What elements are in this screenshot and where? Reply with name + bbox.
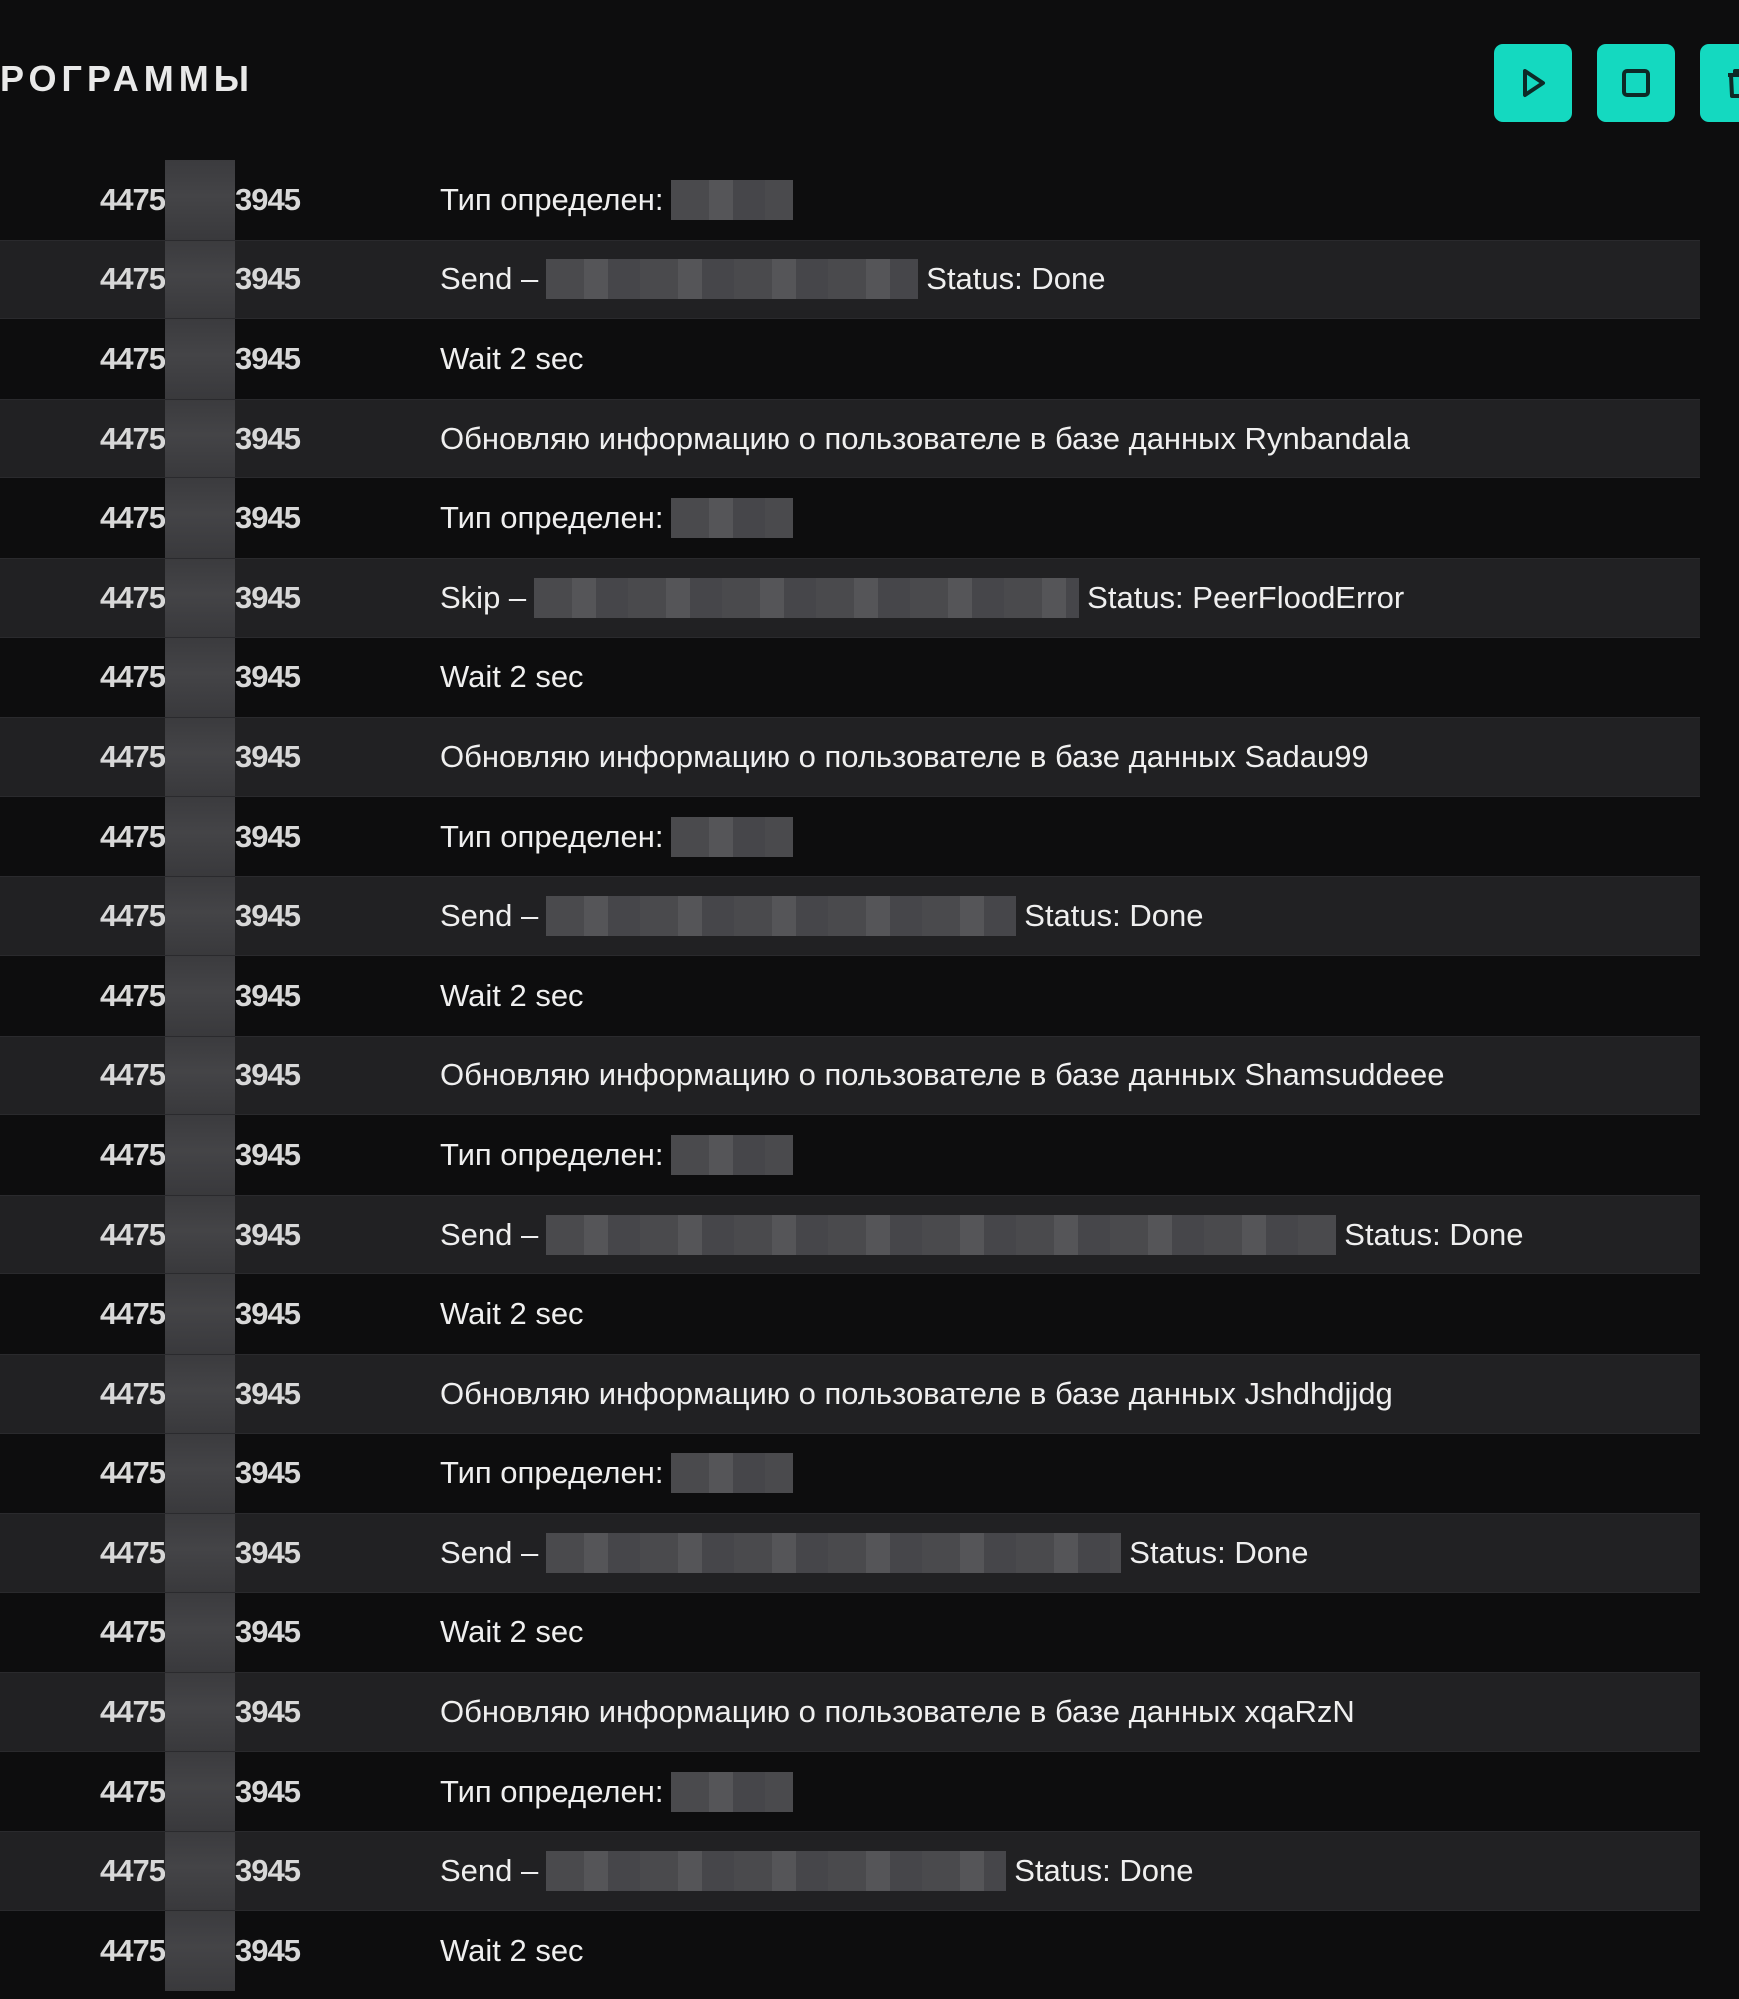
account-id-prefix: 4475 xyxy=(100,977,165,1013)
account-id xyxy=(100,319,300,399)
log-message-text: Send – xyxy=(440,261,539,297)
account-id-prefix: 4475 xyxy=(100,1057,165,1093)
redacted-block xyxy=(165,1752,235,1832)
log-message xyxy=(440,638,584,718)
account-id-prefix: 4475 xyxy=(100,898,165,934)
account-id-suffix: 3945 xyxy=(234,738,300,774)
account-id-suffix: 3945 xyxy=(234,500,300,536)
account-id xyxy=(100,1037,300,1115)
log-message-text: Send – xyxy=(440,1534,539,1570)
log-message-text: Send – xyxy=(440,1853,539,1889)
redacted-block xyxy=(671,498,793,538)
account-id-suffix: 3945 xyxy=(234,1136,300,1172)
log-row xyxy=(0,1752,1700,1832)
account-id-suffix: 3945 xyxy=(234,579,300,615)
stop-icon xyxy=(1619,66,1653,100)
account-id xyxy=(100,1752,300,1832)
redacted-block xyxy=(165,478,235,558)
account-id-suffix: 3945 xyxy=(234,1296,300,1332)
redacted-block xyxy=(671,1453,793,1493)
log-message xyxy=(440,877,1203,955)
account-id-suffix: 3945 xyxy=(234,1057,300,1093)
redacted-block xyxy=(165,241,235,319)
account-id xyxy=(100,1911,300,1991)
log-row xyxy=(0,1354,1700,1434)
log-message xyxy=(440,241,1105,319)
redacted-block xyxy=(165,319,235,399)
log-status: Status: Done xyxy=(1014,1853,1194,1889)
redacted-block xyxy=(546,1215,1336,1255)
log-status: Status: Done xyxy=(926,261,1106,297)
account-id xyxy=(100,1832,300,1910)
log-message xyxy=(440,160,801,240)
log-row xyxy=(0,160,1700,240)
redacted-block xyxy=(165,797,235,877)
redacted-block xyxy=(165,1434,235,1514)
redacted-block xyxy=(165,718,235,796)
account-id-suffix: 3945 xyxy=(234,1932,300,1968)
log-message xyxy=(440,1355,1393,1433)
log-row xyxy=(0,1831,1700,1911)
account-id-suffix: 3945 xyxy=(234,818,300,854)
log-message xyxy=(440,1593,584,1673)
log-row xyxy=(0,797,1700,877)
account-id-suffix: 3945 xyxy=(234,898,300,934)
redacted-block xyxy=(165,1196,235,1274)
log-message-text: Обновляю информацию о пользователе в базе данных xqaRzN xyxy=(440,1694,1355,1730)
redacted-block xyxy=(165,1355,235,1433)
log-status: Status: Done xyxy=(1344,1216,1524,1252)
redacted-block xyxy=(165,956,235,1036)
redacted-block xyxy=(165,1911,235,1991)
redacted-block xyxy=(165,400,235,478)
log-message-text: Обновляю информацию о пользователе в базе данных Rynbandala xyxy=(440,420,1411,456)
account-id-suffix: 3945 xyxy=(234,1773,300,1809)
redacted-block xyxy=(671,1772,793,1812)
log-list xyxy=(0,160,1700,1991)
log-message-text: Тип определен: xyxy=(440,1773,664,1809)
stop-button[interactable] xyxy=(1597,44,1675,122)
account-id-prefix: 4475 xyxy=(100,1853,165,1889)
log-row xyxy=(0,1513,1700,1593)
account-id-prefix: 4475 xyxy=(100,1773,165,1809)
log-message-text: Wait 2 sec xyxy=(440,659,584,695)
account-id-prefix: 4475 xyxy=(100,1932,165,1968)
log-row xyxy=(0,399,1700,479)
log-message xyxy=(440,559,1404,637)
log-row xyxy=(0,1274,1700,1354)
redacted-block xyxy=(671,1135,793,1175)
account-id xyxy=(100,1355,300,1433)
account-id-prefix: 4475 xyxy=(100,1216,165,1252)
log-message xyxy=(440,1115,801,1195)
redacted-block xyxy=(165,160,235,240)
redacted-block xyxy=(165,877,235,955)
log-message xyxy=(440,956,584,1036)
log-message xyxy=(440,1832,1193,1910)
log-row xyxy=(0,240,1700,320)
account-id-prefix: 4475 xyxy=(100,1136,165,1172)
log-row xyxy=(0,1115,1700,1195)
account-id-prefix: 4475 xyxy=(100,738,165,774)
log-row xyxy=(0,638,1700,718)
log-row xyxy=(0,876,1700,956)
account-id xyxy=(100,160,300,240)
account-id-prefix: 4475 xyxy=(100,1614,165,1650)
log-message-text: Wait 2 sec xyxy=(440,340,584,376)
log-row xyxy=(0,319,1700,399)
play-icon xyxy=(1516,66,1550,100)
redacted-block xyxy=(671,180,793,220)
log-message-text: Wait 2 sec xyxy=(440,977,584,1013)
log-row xyxy=(0,1672,1700,1752)
log-message-text: Обновляю информацию о пользователе в базе данных Sadau99 xyxy=(440,738,1369,774)
account-id-suffix: 3945 xyxy=(234,340,300,376)
account-id-suffix: 3945 xyxy=(234,1694,300,1730)
log-message xyxy=(440,1274,584,1354)
log-message xyxy=(440,319,584,399)
log-row xyxy=(0,1036,1700,1116)
log-message-text: Skip – xyxy=(440,579,527,615)
account-id xyxy=(100,1593,300,1673)
log-message xyxy=(440,1514,1308,1592)
account-id-prefix: 4475 xyxy=(100,1694,165,1730)
log-message xyxy=(440,1752,801,1832)
account-id xyxy=(100,1115,300,1195)
redacted-block xyxy=(671,817,793,857)
log-row xyxy=(0,717,1700,797)
log-row xyxy=(0,478,1700,558)
redacted-block xyxy=(534,578,1079,618)
log-row xyxy=(0,1911,1700,1991)
delete-button[interactable] xyxy=(1700,44,1739,122)
account-id xyxy=(100,877,300,955)
log-message-text: Wait 2 sec xyxy=(440,1932,584,1968)
account-id-suffix: 3945 xyxy=(234,1614,300,1650)
log-status: Status: Done xyxy=(1024,898,1204,934)
log-row xyxy=(0,1195,1700,1275)
play-button[interactable] xyxy=(1494,44,1572,122)
log-status: Status: PeerFloodError xyxy=(1087,579,1405,615)
account-id-prefix: 4475 xyxy=(100,579,165,615)
log-message-text: Wait 2 sec xyxy=(440,1296,584,1332)
account-id-suffix: 3945 xyxy=(234,1375,300,1411)
account-id xyxy=(100,478,300,558)
log-message-text: Send – xyxy=(440,1216,539,1252)
page-title: РОГРАММЫ xyxy=(0,58,255,99)
log-message xyxy=(440,1434,801,1514)
account-id-suffix: 3945 xyxy=(234,1534,300,1570)
redacted-block xyxy=(165,1832,235,1910)
account-id xyxy=(100,638,300,718)
account-id xyxy=(100,956,300,1036)
account-id-prefix: 4475 xyxy=(100,659,165,695)
account-id-suffix: 3945 xyxy=(234,1853,300,1889)
log-message xyxy=(440,1911,584,1991)
account-id-prefix: 4475 xyxy=(100,181,165,217)
account-id-suffix: 3945 xyxy=(234,261,300,297)
account-id-prefix: 4475 xyxy=(100,1375,165,1411)
account-id xyxy=(100,1514,300,1592)
account-id xyxy=(100,1196,300,1274)
log-row xyxy=(0,558,1700,638)
log-message-text: Тип определен: xyxy=(440,818,664,854)
account-id-suffix: 3945 xyxy=(234,181,300,217)
log-message-text: Wait 2 sec xyxy=(440,1614,584,1650)
log-message-text: Тип определен: xyxy=(440,1136,664,1172)
log-message xyxy=(440,1196,1523,1274)
redacted-block xyxy=(165,1115,235,1195)
log-row xyxy=(0,1593,1700,1673)
redacted-block xyxy=(165,1037,235,1115)
log-message-text: Send – xyxy=(440,898,539,934)
redacted-block xyxy=(546,259,918,299)
account-id xyxy=(100,1274,300,1354)
account-id-suffix: 3945 xyxy=(234,1455,300,1491)
log-row xyxy=(0,956,1700,1036)
log-message-text: Тип определен: xyxy=(440,181,664,217)
account-id xyxy=(100,1434,300,1514)
redacted-block xyxy=(165,1274,235,1354)
account-id-prefix: 4475 xyxy=(100,1455,165,1491)
redacted-block xyxy=(546,896,1016,936)
log-message-text: Обновляю информацию о пользователе в базе данных Jshdhdjjdg xyxy=(440,1375,1393,1411)
account-id-prefix: 4475 xyxy=(100,818,165,854)
log-message xyxy=(440,718,1369,796)
account-id xyxy=(100,559,300,637)
account-id-prefix: 4475 xyxy=(100,1296,165,1332)
account-id-suffix: 3945 xyxy=(234,977,300,1013)
redacted-block xyxy=(165,638,235,718)
log-row xyxy=(0,1434,1700,1514)
account-id-prefix: 4475 xyxy=(100,261,165,297)
trash-icon xyxy=(1722,66,1739,100)
account-id xyxy=(100,718,300,796)
log-message-text: Тип определен: xyxy=(440,500,664,536)
account-id-suffix: 3945 xyxy=(234,420,300,456)
log-status: Status: Done xyxy=(1129,1534,1309,1570)
account-id-prefix: 4475 xyxy=(100,1534,165,1570)
account-id-suffix: 3945 xyxy=(234,1216,300,1252)
redacted-block xyxy=(546,1533,1121,1573)
account-id-prefix: 4475 xyxy=(100,340,165,376)
account-id xyxy=(100,797,300,877)
log-message-text: Обновляю информацию о пользователе в базе данных Shamsuddeee xyxy=(440,1057,1445,1093)
account-id xyxy=(100,241,300,319)
log-message xyxy=(440,1037,1445,1115)
log-message-text: Тип определен: xyxy=(440,1455,664,1491)
redacted-block xyxy=(165,1673,235,1751)
header xyxy=(0,0,1739,160)
log-message xyxy=(440,1673,1355,1751)
redacted-block xyxy=(165,559,235,637)
log-message xyxy=(440,400,1410,478)
log-message xyxy=(440,797,801,877)
log-message xyxy=(440,478,801,558)
account-id-prefix: 4475 xyxy=(100,500,165,536)
redacted-block xyxy=(165,1593,235,1673)
account-id xyxy=(100,400,300,478)
redacted-block xyxy=(165,1514,235,1592)
account-id xyxy=(100,1673,300,1751)
redacted-block xyxy=(546,1851,1006,1891)
account-id-prefix: 4475 xyxy=(100,420,165,456)
account-id-suffix: 3945 xyxy=(234,659,300,695)
